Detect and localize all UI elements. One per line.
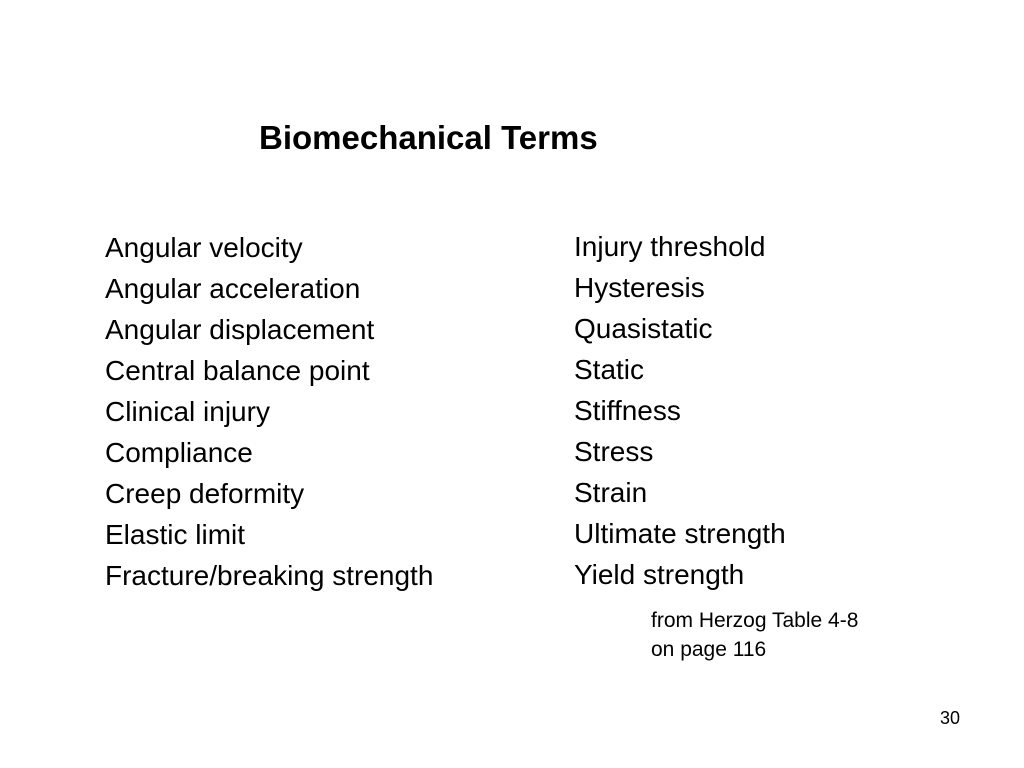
right-term-list [574, 226, 786, 595]
term-item: Angular acceleration [105, 273, 361, 304]
left-term-list [105, 227, 433, 596]
term-item: Static [574, 354, 645, 385]
term-item: Yield strength [574, 559, 745, 590]
term-item: Hysteresis [574, 272, 705, 303]
term-item: Central balance point [105, 355, 370, 386]
term-item: Ultimate strength [574, 518, 786, 549]
term-item: Quasistatic [574, 313, 713, 344]
source-note-line: from Herzog Table 4-8 [651, 609, 859, 632]
term-item: Compliance [105, 437, 253, 468]
term-item: Stiffness [574, 395, 681, 426]
term-item: Elastic limit [105, 519, 246, 550]
term-item: Strain [574, 477, 648, 508]
source-note-line: on page 116 [651, 638, 767, 661]
term-item: Fracture/breaking strength [105, 560, 434, 591]
slide-title: Biomechanical Terms [259, 119, 598, 156]
term-item: Angular velocity [105, 232, 303, 263]
term-item: Clinical injury [105, 396, 270, 427]
page-number: 30 [940, 708, 961, 728]
term-item: Injury threshold [574, 231, 766, 262]
term-item: Creep deformity [105, 478, 305, 509]
term-item: Angular displacement [105, 314, 375, 345]
term-item: Stress [574, 436, 654, 467]
source-note [651, 606, 858, 664]
